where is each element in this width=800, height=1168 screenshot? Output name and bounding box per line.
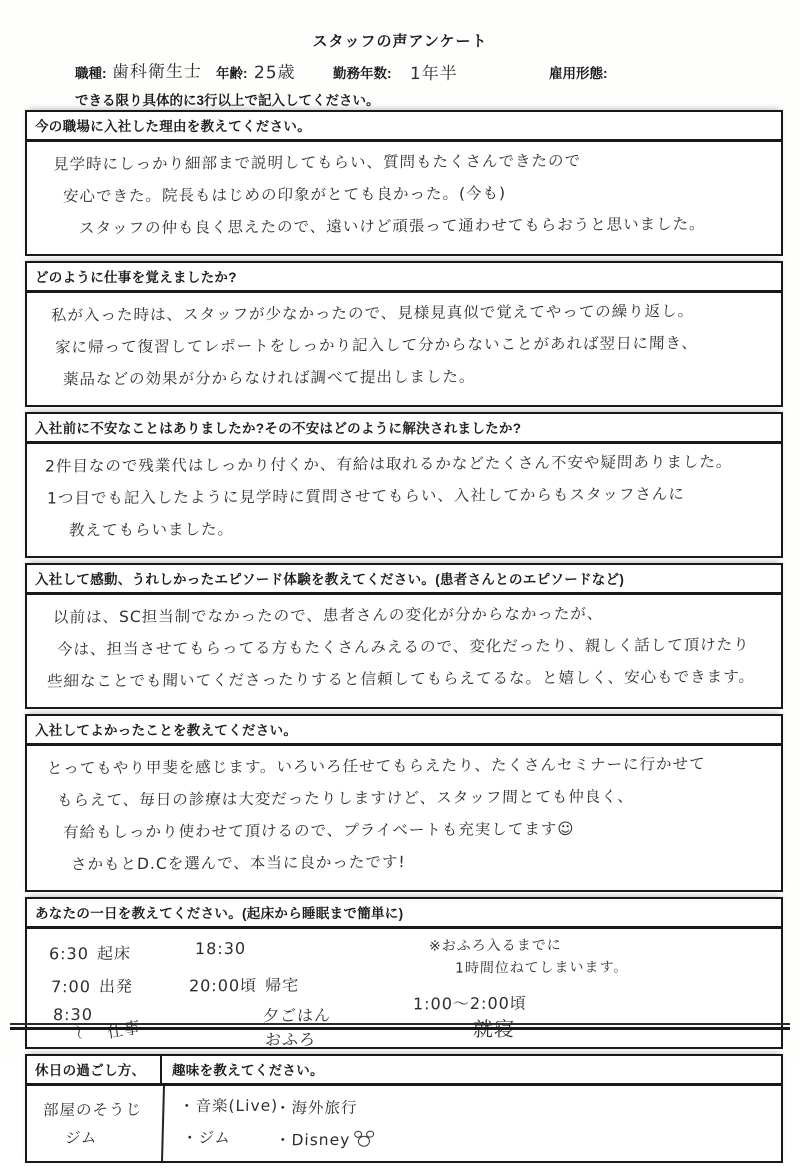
question-learning-answer: [27, 293, 781, 405]
question-section-good-things: [25, 714, 783, 892]
schedule-note-line2: 1時間位ねてしまいます。: [454, 959, 629, 977]
question-section-episode: [25, 563, 783, 709]
age-handwritten-value: 25歳: [253, 62, 296, 84]
answer-line: さかもとD.Cを選んで、本当に良かったです!: [70, 853, 406, 874]
holiday-header-right: 趣味を教えてください。: [172, 1063, 324, 1078]
answer-line: 教えてもらいました。: [68, 520, 235, 540]
holiday-left-item: ジム: [64, 1128, 98, 1148]
question-anxiety-answer: [27, 444, 781, 556]
answer-line: 2件目なので残業代はしっかり付くか、有給は取れるかなどたくさん不安や疑問ありました。: [44, 452, 733, 476]
answer-line: 家に帰って復習してレポートをしっかり記入して分からないことがあれば翌日に聞き、: [54, 334, 699, 357]
tenure-handwritten-value: 1年半: [409, 63, 459, 85]
holiday-hobby-item: ・ジム: [181, 1128, 232, 1148]
meta-row: [0, 56, 800, 90]
holiday-hobby-item: [275, 1128, 376, 1151]
schedule-wake: 6:30 起床: [48, 943, 132, 964]
schedule-depart: 7:00 出発: [50, 976, 134, 997]
answer-line: 見学時にしっかり細部まで説明してもらい、質問もたくさんできたので: [52, 151, 582, 174]
schedule-work-end: 18:30: [194, 938, 247, 959]
schedule-work: 仕事: [106, 1017, 143, 1042]
question-section-anxiety: [25, 412, 783, 558]
question-section-holiday: [25, 1054, 783, 1163]
holiday-hobby-disney-label: ・Disney: [274, 1130, 351, 1150]
holiday-left-item: 部屋のそうじ: [42, 1100, 143, 1120]
survey-body: [25, 110, 783, 1168]
answer-line: 以前は、SC担当制でなかったので、患者さんの変化が分からなかったが、: [52, 604, 604, 627]
schedule-bath: おふろ: [264, 1029, 317, 1050]
question-reason-answer: [27, 142, 781, 254]
answer-line: 些細なことでも聞いてくださったりすると信頼してもらえてるな。と嬉しく、安心もできます。: [46, 667, 756, 691]
question-episode-answer: [27, 595, 781, 707]
occupation-handwritten-value: 歯科衛生士: [111, 61, 203, 83]
answer-line: 1つ目でも記入したように見学時に質問させてもらい、入社してからもスタッフさんに: [46, 485, 686, 508]
page-bottom-rule: [10, 1023, 790, 1030]
answer-line: とってもやり甲斐を感じます。いろいろ任せてもらえたり、たくさんセミナーに行かせて: [46, 754, 706, 778]
schedule-work-start: 8:30: [52, 1004, 94, 1025]
question-section-reason: [25, 110, 783, 256]
answer-line: 今は、担当させてもらってる方もたくさんみえるので、変化だったり、親しく話して頂けたり: [56, 635, 750, 659]
schedule-dinner: 夕ごはん: [262, 1005, 332, 1026]
answer-line: 薬品などの効果が分からなければ調べて提出しました。: [62, 367, 476, 389]
column-divider: [161, 1086, 165, 1161]
age-label: 年齢:: [216, 66, 248, 81]
answer-line: 安心できた。院長もはじめの印象がとても良かった。(今も): [62, 184, 507, 206]
question-reason-header: 今の職場に入社した理由を教えてください。: [27, 112, 781, 142]
schedule-sleep: 就寝: [472, 1016, 516, 1042]
form-title: スタッフの声アンケート: [312, 33, 488, 50]
holiday-answer: [27, 1086, 781, 1161]
answer-line: もらえて、毎日の診療は大変だったりしますけど、スタッフ間とても仲良く、: [56, 787, 635, 810]
question-section-learning: [25, 261, 783, 407]
schedule-home: 20:00頃 帰宅: [188, 975, 300, 996]
occupation-label: 職種:: [75, 66, 107, 81]
mickey-doodle-icon: [353, 1131, 375, 1148]
question-episode-header: 入社して感動、うれしかったエピソード体験を教えてください。(患者さんとのエピソードなど): [27, 565, 781, 595]
question-good-things-header: 入社してよかったことを教えてください。: [27, 716, 781, 746]
schedule-sleep-time: 1:00〜2:00頃: [412, 993, 528, 1014]
range-squiggle-icon: 〜: [67, 1022, 90, 1044]
question-holiday-header: [27, 1056, 781, 1086]
question-good-things-answer: [27, 746, 781, 890]
question-daily-header: あなたの一日を教えてください。(起床から睡眠まで簡単に): [27, 899, 781, 929]
instruction-text: できる限り具体的に3行以上で記入してください。: [75, 93, 380, 108]
answer-line: スタッフの仲も良く思えたので、遠いけど頑張って通わせてもらおうと思いました。: [78, 215, 706, 238]
schedule-note-line1: ※おふろ入るまでに: [428, 937, 562, 955]
employment-type-label: 雇用形態:: [549, 66, 608, 81]
answer-line: 私が入った時は、スタッフが少なかったので、見様見真似で覚えてやっての繰り返し。: [50, 302, 695, 325]
answer-line: 有給もしっかり使わせて頂けるので、プライベートも充実してます☺: [62, 819, 575, 842]
holiday-hobby-item: ・音楽(Live): [178, 1096, 279, 1116]
holiday-hobby-item: ・海外旅行: [274, 1098, 358, 1118]
tenure-label: 勤務年数:: [333, 66, 392, 81]
holiday-header-left: 休日の過ごし方、: [27, 1056, 162, 1083]
question-learning-header: どのように仕事を覚えましたか?: [27, 263, 781, 293]
question-anxiety-header: 入社前に不安なことはありましたか?その不安はどのように解決されましたか?: [27, 414, 781, 444]
